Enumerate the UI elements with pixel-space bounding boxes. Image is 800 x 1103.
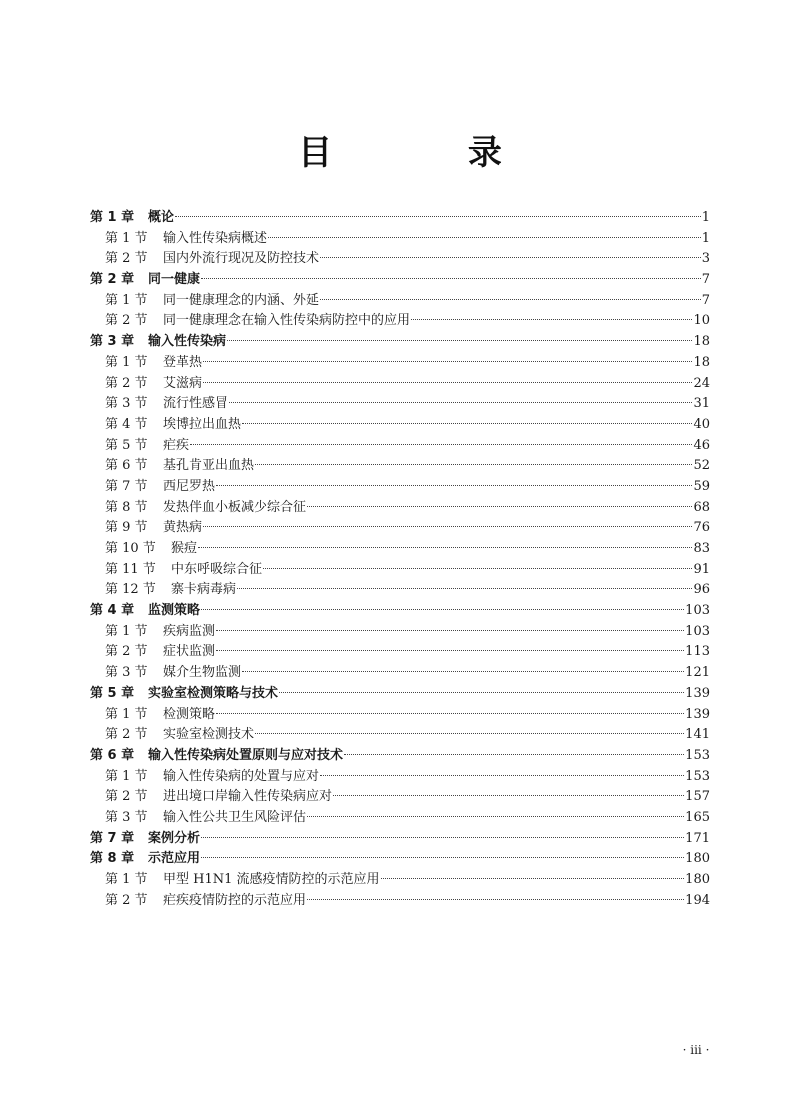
toc-entry-label: 第 2 节 <box>105 251 148 267</box>
toc-section-entry[interactable] <box>90 622 710 643</box>
toc-entry-page: 103 <box>685 623 710 639</box>
toc-section-entry[interactable] <box>90 808 710 829</box>
dot-leader <box>320 299 701 300</box>
toc-entry-page: 18 <box>693 334 710 350</box>
toc-entry-label: 第 2 章 <box>90 272 135 288</box>
toc-entry-label: 第 5 章 <box>90 685 135 701</box>
toc-entry-label: 第 1 节 <box>105 872 148 887</box>
toc-entry-title: 实验室检测技术 <box>163 727 255 743</box>
toc-entry-title: 国内外流行现况及防控技术 <box>163 251 320 267</box>
page-number: · iii · <box>682 1043 710 1057</box>
toc-chapter-entry[interactable] <box>90 332 710 353</box>
dot-leader <box>255 464 692 465</box>
toc-entry-page: 40 <box>693 416 710 432</box>
dot-leader <box>201 278 701 279</box>
toc-entry-page: 31 <box>693 396 710 412</box>
toc-entry-label: 第 1 章 <box>90 210 135 225</box>
toc-entry-page: 103 <box>685 603 710 619</box>
dot-leader <box>307 506 692 507</box>
toc-entry-label: 第 4 节 <box>105 416 148 432</box>
toc-entry-title: 进出境口岸输入性传染病应对 <box>163 789 333 805</box>
toc-entry-page: 91 <box>693 561 710 577</box>
toc-entry-page: 24 <box>693 375 710 391</box>
toc-section-entry[interactable] <box>90 891 710 912</box>
toc-entry-label: 第 2 节 <box>105 313 148 329</box>
toc-chapter-entry[interactable] <box>90 684 710 705</box>
toc-entry-title: 艾滋病 <box>163 375 203 391</box>
dot-leader <box>216 650 684 651</box>
toc-entry-title: 输入性传染病概述 <box>163 230 268 246</box>
dot-leader <box>203 526 692 527</box>
toc-chapter-entry[interactable] <box>90 270 710 291</box>
toc-entry-page: 141 <box>685 727 710 743</box>
dot-leader <box>201 857 684 858</box>
toc-entry-label: 第 2 节 <box>105 789 148 805</box>
toc-section-entry[interactable] <box>90 311 710 332</box>
toc-entry-page: 18 <box>693 354 710 370</box>
toc-section-entry[interactable] <box>90 498 710 519</box>
toc-entry-page: 96 <box>693 582 710 598</box>
toc-entry-page: 83 <box>693 541 710 556</box>
toc-entry-title: 疾病监测 <box>163 623 216 639</box>
toc-entry-label: 第 2 节 <box>105 727 148 743</box>
toc-section-entry[interactable] <box>90 767 710 788</box>
toc-entry-title: 黄热病 <box>163 520 203 536</box>
toc-entry-title: 猴痘 <box>171 541 198 556</box>
dot-leader <box>411 319 692 320</box>
toc-entry-label: 第 1 节 <box>105 768 148 784</box>
toc-entry-page: 59 <box>693 478 710 494</box>
dot-leader <box>279 692 684 693</box>
toc-entry-title: 流行性感冒 <box>163 396 229 412</box>
dot-leader <box>201 837 684 838</box>
toc-entry-title: 同一健康理念在输入性传染病防控中的应用 <box>163 313 411 329</box>
toc-section-entry[interactable] <box>90 580 710 601</box>
toc-chapter-entry[interactable] <box>90 601 710 622</box>
toc-section-entry[interactable] <box>90 415 710 436</box>
toc-entry-page: 157 <box>685 789 710 805</box>
toc-chapter-entry[interactable] <box>90 746 710 767</box>
toc-entry-page: 121 <box>685 665 710 681</box>
toc-entry-page: 165 <box>685 809 710 825</box>
dot-leader <box>344 754 684 755</box>
toc-entry-page: 3 <box>701 251 710 267</box>
toc-entry-label: 第 7 节 <box>105 478 148 494</box>
toc-chapter-entry[interactable] <box>90 849 710 870</box>
toc-entry-page: 10 <box>693 313 710 329</box>
toc-section-entry[interactable] <box>90 787 710 808</box>
toc-section-entry[interactable] <box>90 705 710 726</box>
toc-section-entry[interactable] <box>90 394 710 415</box>
toc-entry-title: 概论 <box>148 210 175 225</box>
toc-entry-label: 第 6 节 <box>105 458 148 474</box>
dot-leader <box>203 361 692 362</box>
dot-leader <box>216 630 684 631</box>
dot-leader <box>201 609 684 610</box>
toc-entry-label: 第 1 节 <box>105 354 148 370</box>
toc-entry-title: 疟疾疫情防控的示范应用 <box>163 892 307 908</box>
toc-entry-label: 第 12 节 <box>105 582 156 598</box>
toc-entry-label: 第 2 节 <box>105 892 148 908</box>
toc-entry-page: 68 <box>693 499 710 515</box>
toc-entry-page: 52 <box>693 458 710 474</box>
toc-entry-label: 第 8 节 <box>105 499 148 515</box>
toc-entry-label: 第 1 节 <box>105 292 148 308</box>
toc-entry-page: 139 <box>685 706 710 722</box>
toc-entry-label: 第 3 节 <box>105 665 148 681</box>
toc-entry-title: 输入性公共卫生风险评估 <box>163 809 307 825</box>
toc-entry-title: 登革热 <box>163 354 203 370</box>
toc-chapter-entry[interactable] <box>90 208 710 229</box>
toc-entry-label: 第 2 节 <box>105 644 148 660</box>
toc-chapter-entry[interactable] <box>90 829 710 850</box>
toc-entry-title: 中东呼吸综合征 <box>171 561 263 577</box>
toc-entry-label: 第 4 章 <box>90 603 135 619</box>
toc-entry-page: 113 <box>685 644 710 660</box>
toc-entry-title: 案例分析 <box>148 830 201 846</box>
toc-entry-title: 输入性传染病的处置与应对 <box>163 768 320 784</box>
toc-entry-label: 第 3 节 <box>105 396 148 412</box>
toc-entry-page: 180 <box>685 851 710 867</box>
dot-leader <box>268 237 701 238</box>
toc-entry-title: 西尼罗热 <box>163 478 216 494</box>
toc-entry-title: 同一健康理念的内涵、外延 <box>163 292 320 308</box>
toc-section-entry[interactable] <box>90 663 710 684</box>
toc-section-entry[interactable] <box>90 870 710 891</box>
toc-entry-label: 第 3 章 <box>90 334 135 350</box>
dot-leader <box>190 444 692 445</box>
toc-section-entry[interactable] <box>90 560 710 581</box>
toc-entry-title: 监测策略 <box>148 603 201 619</box>
dot-leader <box>237 588 692 589</box>
toc-entry-label: 第 2 节 <box>105 375 148 391</box>
table-of-contents <box>90 208 710 911</box>
dot-leader <box>242 671 684 672</box>
toc-entry-title: 同一健康 <box>148 272 201 288</box>
toc-entry-label: 第 9 节 <box>105 520 148 536</box>
dot-leader <box>242 423 692 424</box>
toc-entry-title: 媒介生物监测 <box>163 665 242 681</box>
toc-entry-label: 第 1 节 <box>105 706 148 722</box>
toc-entry-page: 153 <box>685 747 710 763</box>
toc-section-entry[interactable] <box>90 249 710 270</box>
dot-leader <box>333 795 684 796</box>
toc-entry-page: 153 <box>685 768 710 784</box>
toc-section-entry[interactable] <box>90 539 710 560</box>
toc-entry-label: 第 5 节 <box>105 437 148 453</box>
toc-section-entry[interactable] <box>90 353 710 374</box>
toc-section-entry[interactable] <box>90 725 710 746</box>
toc-entry-page: 7 <box>701 272 710 288</box>
dot-leader <box>320 257 701 258</box>
toc-entry-page: 76 <box>693 520 710 536</box>
dot-leader <box>216 713 684 714</box>
toc-entry-label: 第 10 节 <box>105 541 156 556</box>
toc-section-entry[interactable] <box>90 374 710 395</box>
toc-entry-title: 发热伴血小板减少综合征 <box>163 499 307 515</box>
toc-section-entry[interactable] <box>90 291 710 312</box>
toc-entry-title: 埃博拉出血热 <box>163 416 242 432</box>
dot-leader <box>381 878 685 879</box>
toc-entry-page: 171 <box>685 830 710 846</box>
toc-entry-label: 第 1 节 <box>105 230 148 246</box>
toc-entry-label: 第 6 章 <box>90 747 135 763</box>
toc-entry-title: 疟疾 <box>163 437 190 453</box>
toc-entry-page: 1 <box>701 230 710 246</box>
toc-entry-title: 甲型 H1N1 流感疫情防控的示范应用 <box>163 872 380 887</box>
page-title: 目 录 <box>298 133 564 173</box>
toc-entry-label: 第 8 章 <box>90 851 135 867</box>
dot-leader <box>198 547 692 548</box>
dot-leader <box>227 340 692 341</box>
toc-section-entry[interactable] <box>90 229 710 250</box>
toc-section-entry[interactable] <box>90 436 710 457</box>
toc-section-entry[interactable] <box>90 477 710 498</box>
toc-entry-title: 检测策略 <box>163 706 216 722</box>
dot-leader <box>255 733 684 734</box>
dot-leader <box>307 816 684 817</box>
dot-leader <box>229 402 692 403</box>
toc-entry-page: 180 <box>685 872 710 887</box>
toc-entry-title: 输入性传染病 <box>148 334 227 350</box>
dot-leader <box>307 899 684 900</box>
dot-leader <box>216 485 692 486</box>
toc-section-entry[interactable] <box>90 518 710 539</box>
toc-entry-page: 1 <box>701 210 710 225</box>
dot-leader <box>175 216 701 217</box>
dot-leader <box>203 382 692 383</box>
toc-entry-page: 139 <box>685 685 710 701</box>
toc-entry-title: 示范应用 <box>148 851 201 867</box>
toc-section-entry[interactable] <box>90 456 710 477</box>
dot-leader <box>320 775 684 776</box>
toc-entry-title: 寨卡病毒病 <box>171 582 237 598</box>
toc-entry-title: 实验室检测策略与技术 <box>148 685 279 701</box>
toc-entry-page: 46 <box>693 437 710 453</box>
toc-entry-label: 第 11 节 <box>105 561 156 577</box>
toc-section-entry[interactable] <box>90 642 710 663</box>
toc-entry-page: 7 <box>701 292 710 308</box>
toc-entry-label: 第 7 章 <box>90 830 135 846</box>
dot-leader <box>263 568 692 569</box>
toc-entry-title: 输入性传染病处置原则与应对技术 <box>148 747 344 763</box>
toc-entry-label: 第 1 节 <box>105 623 148 639</box>
toc-entry-title: 基孔肯亚出血热 <box>163 458 255 474</box>
toc-entry-page: 194 <box>685 892 710 908</box>
toc-entry-label: 第 3 节 <box>105 809 148 825</box>
toc-entry-title: 症状监测 <box>163 644 216 660</box>
